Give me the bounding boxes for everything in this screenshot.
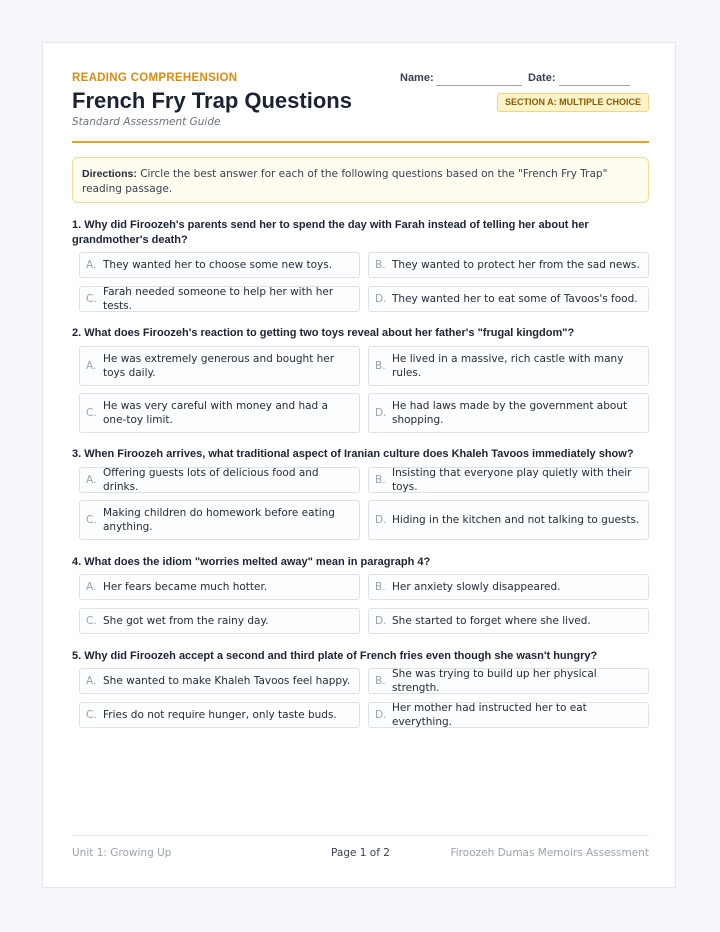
option-text: She was trying to build up her physical strength.	[392, 668, 597, 694]
option-text: She wanted to make Khaleh Tavoos feel happy.	[103, 675, 351, 687]
question-5-option-a[interactable]	[79, 668, 360, 694]
option-text: She started to forget where she lived.	[392, 615, 591, 627]
option-letter: C.	[86, 407, 97, 419]
option-letter: B.	[375, 581, 386, 593]
option-text: Her fears became much hotter.	[103, 581, 268, 593]
option-text: Offering guests lots of delicious food and drinks.	[103, 467, 319, 493]
header-divider	[72, 141, 649, 143]
option-letter: A.	[86, 581, 97, 593]
option-text: Fries do not require hunger, only taste buds.	[103, 709, 337, 721]
question-2-option-a[interactable]	[79, 346, 360, 386]
option-letter: D.	[375, 709, 387, 721]
question-3: 3. When Firoozeh arrives, what traditional aspect of Iranian culture does Khaleh Tavoos immediately show?	[72, 448, 634, 460]
worksheet-page	[42, 42, 676, 888]
question-5-option-d[interactable]	[368, 702, 649, 728]
question-3-option-d[interactable]	[368, 500, 649, 540]
question-4: 4. What does the idiom "worries melted away" mean in paragraph 4?	[72, 556, 431, 568]
question-2-option-c[interactable]	[79, 393, 360, 433]
question-1-option-d[interactable]	[368, 286, 649, 312]
question-4-option-a[interactable]	[79, 574, 360, 600]
directions-box	[72, 157, 649, 203]
date-label: Date:	[528, 72, 556, 84]
option-text: She got wet from the rainy day.	[103, 615, 269, 627]
footer-unit: Unit 1: Growing Up	[72, 847, 172, 859]
option-text: He was very careful with money and had a one-toy limit.	[103, 400, 328, 426]
option-text: Making children do homework before eating anything.	[103, 507, 335, 533]
option-text: He had laws made by the government about shopping.	[392, 400, 628, 426]
option-letter: B.	[375, 360, 386, 372]
option-text: He was extremely generous and bought her toys daily.	[103, 353, 335, 379]
question-4-option-c[interactable]	[79, 608, 360, 634]
question-1: 1. Why did Firoozeh's parents send her to spend the day with Farah instead of telling her about her grandmother's death?	[72, 219, 589, 246]
option-text: They wanted her to eat some of Tavoos's food.	[392, 293, 638, 305]
option-letter: C.	[86, 293, 97, 305]
footer-divider	[72, 835, 649, 836]
option-text: He lived in a massive, rich castle with many rules.	[392, 353, 624, 379]
option-letter: D.	[375, 514, 387, 526]
name-line[interactable]	[436, 85, 522, 86]
option-letter: A.	[86, 259, 97, 271]
question-2: 2. What does Firoozeh's reaction to getting two toys reveal about her father's "frugal kingdom"?	[72, 327, 575, 339]
option-letter: C.	[86, 709, 97, 721]
question-3-option-a[interactable]	[79, 467, 360, 493]
option-letter: A.	[86, 675, 97, 687]
page-content	[72, 43, 649, 887]
worksheet-header	[72, 43, 649, 143]
section-badge: SECTION A: MULTIPLE CHOICE	[497, 93, 649, 112]
question-4-option-b[interactable]	[368, 574, 649, 600]
question-1-option-c[interactable]	[79, 286, 360, 312]
page-subtitle: Standard Assessment Guide	[72, 116, 221, 128]
option-letter: B.	[375, 474, 386, 486]
page-title: French Fry Trap Questions	[72, 88, 352, 113]
question-5: 5. Why did Firoozeh accept a second and third plate of French fries even though she wasn't hungry?	[72, 650, 598, 662]
option-letter: B.	[375, 675, 386, 687]
name-label: Name:	[400, 72, 434, 84]
directions-label: Directions:	[82, 168, 137, 180]
option-text: Hiding in the kitchen and not talking to guests.	[392, 514, 640, 526]
question-4-option-d[interactable]	[368, 608, 649, 634]
option-letter: D.	[375, 615, 387, 627]
option-letter: D.	[375, 407, 387, 419]
question-5-option-c[interactable]	[79, 702, 360, 728]
option-text: Insisting that everyone play quietly with their toys.	[392, 467, 632, 493]
question-1-option-b[interactable]	[368, 252, 649, 278]
date-line[interactable]	[559, 85, 630, 86]
option-letter: C.	[86, 615, 97, 627]
question-2-option-b[interactable]	[368, 346, 649, 386]
header-kicker: READING COMPREHENSION	[72, 72, 238, 84]
option-letter: D.	[375, 293, 387, 305]
page-number: Page 1 of 2	[331, 847, 390, 859]
option-text: They wanted to protect her from the sad news.	[392, 259, 640, 271]
option-letter: C.	[86, 514, 97, 526]
question-5-option-b[interactable]	[368, 668, 649, 694]
question-1-option-a[interactable]	[79, 252, 360, 278]
option-letter: A.	[86, 474, 97, 486]
option-text: They wanted her to choose some new toys.	[103, 259, 333, 271]
question-3-option-b[interactable]	[368, 467, 649, 493]
directions-text: Circle the best answer for each of the following questions based on the "French Fry Trap" reading passage.	[82, 168, 608, 195]
option-text: Her mother had instructed her to eat everything.	[392, 702, 587, 728]
option-text: Her anxiety slowly disappeared.	[392, 581, 561, 593]
option-letter: B.	[375, 259, 386, 271]
footer-assessment: Firoozeh Dumas Memoirs Assessment	[450, 847, 649, 859]
question-2-option-d[interactable]	[368, 393, 649, 433]
option-letter: A.	[86, 360, 97, 372]
question-3-option-c[interactable]	[79, 500, 360, 540]
option-text: Farah needed someone to help her with her tests.	[103, 286, 334, 312]
